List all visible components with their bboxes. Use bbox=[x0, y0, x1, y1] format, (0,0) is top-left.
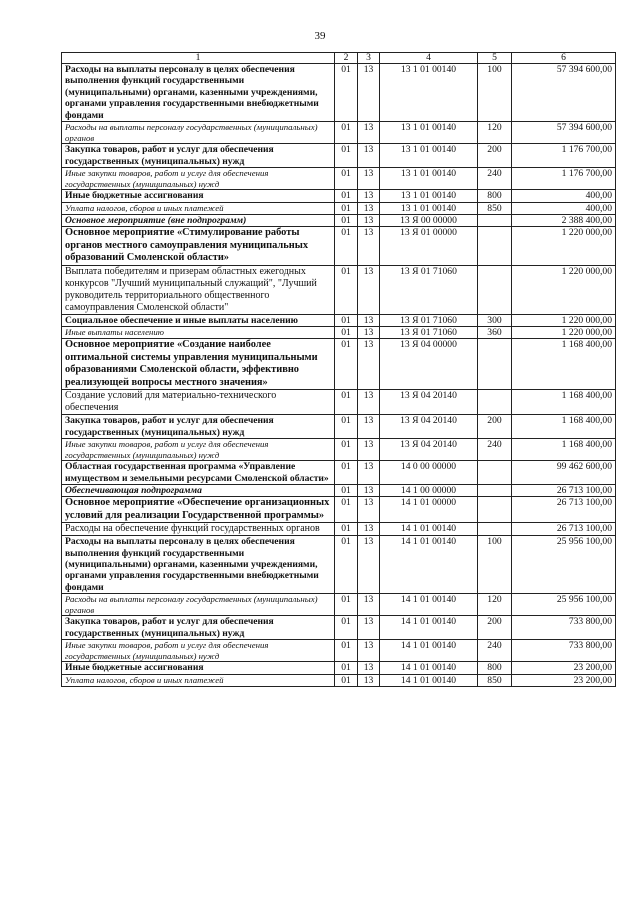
section-cell: 01 bbox=[335, 616, 358, 640]
expense-type-cell: 300 bbox=[478, 314, 512, 326]
table-row bbox=[62, 64, 616, 122]
row-name-cell: Иные закупки товаров, работ и услуг для обеспечения государственных (муниципальных) нужд bbox=[62, 438, 335, 460]
row-name-cell: Иные закупки товаров, работ и услуг для обеспечения государственных (муниципальных) нужд bbox=[62, 168, 335, 190]
subsection-cell: 13 bbox=[358, 215, 380, 227]
amount-cell: 26 713 100,00 bbox=[512, 523, 616, 536]
table-row bbox=[62, 202, 616, 214]
amount-cell: 25 956 100,00 bbox=[512, 594, 616, 616]
subsection-cell: 13 bbox=[358, 674, 380, 686]
target-article-cell: 13 Я 01 71060 bbox=[380, 327, 478, 339]
expense-type-cell: 200 bbox=[478, 616, 512, 640]
row-name-cell: Уплата налогов, сборов и иных платежей bbox=[62, 202, 335, 214]
section-cell: 01 bbox=[335, 144, 358, 168]
subsection-cell: 13 bbox=[358, 390, 380, 415]
target-article-cell: 13 Я 00 00000 bbox=[380, 215, 478, 227]
table-row bbox=[62, 339, 616, 390]
subsection-cell: 13 bbox=[358, 497, 380, 523]
section-cell: 01 bbox=[335, 662, 358, 674]
table-row bbox=[62, 265, 616, 314]
row-name-cell: Расходы на выплаты персоналу в целях обеспечения выполнения функций государственными (муниципальными) органами, казенными учреждениями, органами управления государственными внебюджетными фондами bbox=[62, 64, 335, 122]
header-row bbox=[62, 53, 616, 64]
expense-type-cell: 200 bbox=[478, 144, 512, 168]
row-name-cell: Основное мероприятие «Стимулирование работы органов местного самоуправления муниципальных образований Смоленской области» bbox=[62, 227, 335, 265]
target-article-cell: 13 Я 04 00000 bbox=[380, 339, 478, 390]
target-article-cell: 14 1 01 00140 bbox=[380, 674, 478, 686]
subsection-cell: 13 bbox=[358, 144, 380, 168]
expense-type-cell bbox=[478, 265, 512, 314]
subsection-cell: 13 bbox=[358, 616, 380, 640]
section-cell: 01 bbox=[335, 327, 358, 339]
row-name-cell: Расходы на выплаты персоналу в целях обеспечения выполнения функций государственными (муниципальными) органами, казенными учреждениями, органами управления государственными внебюджетными фондами bbox=[62, 536, 335, 594]
expense-type-cell: 850 bbox=[478, 202, 512, 214]
table-row bbox=[62, 227, 616, 265]
expense-type-cell bbox=[478, 339, 512, 390]
subsection-cell: 13 bbox=[358, 227, 380, 265]
expense-type-cell: 800 bbox=[478, 662, 512, 674]
section-cell: 01 bbox=[335, 497, 358, 523]
expense-type-cell: 240 bbox=[478, 438, 512, 460]
row-name-cell: Иные бюджетные ассигнования bbox=[62, 662, 335, 674]
subsection-cell: 13 bbox=[358, 168, 380, 190]
target-article-cell: 13 1 01 00140 bbox=[380, 64, 478, 122]
table-row bbox=[62, 461, 616, 485]
table-row bbox=[62, 536, 616, 594]
subsection-cell: 13 bbox=[358, 415, 380, 439]
amount-cell: 57 394 600,00 bbox=[512, 122, 616, 144]
subsection-cell: 13 bbox=[358, 662, 380, 674]
header-cell: 2 bbox=[335, 53, 358, 64]
table-row bbox=[62, 594, 616, 616]
page-number: 39 bbox=[314, 30, 326, 42]
target-article-cell: 13 1 01 00140 bbox=[380, 168, 478, 190]
amount-cell: 26 713 100,00 bbox=[512, 484, 616, 496]
expense-type-cell: 850 bbox=[478, 674, 512, 686]
subsection-cell: 13 bbox=[358, 190, 380, 202]
subsection-cell: 13 bbox=[358, 438, 380, 460]
row-name-cell: Основное мероприятие «Создание наиболее оптимальной системы управления муниципальными образованиями Смоленской области, эффективно реализующей вопросы местного значения» bbox=[62, 339, 335, 390]
section-cell: 01 bbox=[335, 314, 358, 326]
table-row bbox=[62, 497, 616, 523]
target-article-cell: 14 1 01 00140 bbox=[380, 640, 478, 662]
amount-cell: 733 800,00 bbox=[512, 640, 616, 662]
target-article-cell: 14 1 01 00140 bbox=[380, 594, 478, 616]
amount-cell: 1 168 400,00 bbox=[512, 415, 616, 439]
expense-type-cell: 200 bbox=[478, 415, 512, 439]
expense-type-cell: 100 bbox=[478, 64, 512, 122]
target-article-cell: 13 Я 04 20140 bbox=[380, 438, 478, 460]
table-row bbox=[62, 168, 616, 190]
row-name-cell: Иные закупки товаров, работ и услуг для обеспечения государственных (муниципальных) нужд bbox=[62, 640, 335, 662]
expense-type-cell: 100 bbox=[478, 536, 512, 594]
target-article-cell: 14 1 01 00140 bbox=[380, 536, 478, 594]
table-row bbox=[62, 390, 616, 415]
amount-cell: 23 200,00 bbox=[512, 674, 616, 686]
row-name-cell: Создание условий для материально-технического обеспечения bbox=[62, 390, 335, 415]
section-cell: 01 bbox=[335, 265, 358, 314]
row-name-cell: Иные выплаты населению bbox=[62, 327, 335, 339]
table-row bbox=[62, 144, 616, 168]
expense-type-cell: 120 bbox=[478, 122, 512, 144]
row-name-cell: Расходы на обеспечение функций государственных органов bbox=[62, 523, 335, 536]
section-cell: 01 bbox=[335, 215, 358, 227]
table-row bbox=[62, 314, 616, 326]
amount-cell: 57 394 600,00 bbox=[512, 64, 616, 122]
table-row bbox=[62, 662, 616, 674]
amount-cell: 1 168 400,00 bbox=[512, 390, 616, 415]
expense-type-cell bbox=[478, 484, 512, 496]
amount-cell: 1 176 700,00 bbox=[512, 144, 616, 168]
target-article-cell: 13 Я 01 00000 bbox=[380, 227, 478, 265]
target-article-cell: 14 1 01 00000 bbox=[380, 497, 478, 523]
section-cell: 01 bbox=[335, 339, 358, 390]
amount-cell: 2 388 400,00 bbox=[512, 215, 616, 227]
table-row bbox=[62, 438, 616, 460]
amount-cell: 1 168 400,00 bbox=[512, 438, 616, 460]
subsection-cell: 13 bbox=[358, 484, 380, 496]
section-cell: 01 bbox=[335, 64, 358, 122]
expense-type-cell: 240 bbox=[478, 168, 512, 190]
row-name-cell: Уплата налогов, сборов и иных платежей bbox=[62, 674, 335, 686]
target-article-cell: 13 Я 01 71060 bbox=[380, 265, 478, 314]
amount-cell: 1 168 400,00 bbox=[512, 339, 616, 390]
section-cell: 01 bbox=[335, 461, 358, 485]
expense-type-cell: 120 bbox=[478, 594, 512, 616]
header-cell: 5 bbox=[478, 53, 512, 64]
row-name-cell: Социальное обеспечение и иные выплаты населению bbox=[62, 314, 335, 326]
target-article-cell: 14 1 01 00140 bbox=[380, 616, 478, 640]
row-name-cell: Выплата победителям и призерам областных ежегодных конкурсов "Лучший муниципальный служащий", "Лучший руководитель территориального общественного самоуправления Смоленской области" bbox=[62, 265, 335, 314]
row-name-cell: Закупка товаров, работ и услуг для обеспечения государственных (муниципальных) нужд bbox=[62, 415, 335, 439]
row-name-cell: Иные бюджетные ассигнования bbox=[62, 190, 335, 202]
section-cell: 01 bbox=[335, 227, 358, 265]
table-row bbox=[62, 327, 616, 339]
target-article-cell: 13 1 01 00140 bbox=[380, 190, 478, 202]
section-cell: 01 bbox=[335, 390, 358, 415]
amount-cell: 1 220 000,00 bbox=[512, 227, 616, 265]
amount-cell: 25 956 100,00 bbox=[512, 536, 616, 594]
target-article-cell: 14 0 00 00000 bbox=[380, 461, 478, 485]
row-name-cell: Областная государственная программа «Управление имуществом и земельными ресурсами Смоленской области» bbox=[62, 461, 335, 485]
row-name-cell: Расходы на выплаты персоналу государственных (муниципальных) органов bbox=[62, 122, 335, 144]
target-article-cell: 14 1 00 00000 bbox=[380, 484, 478, 496]
target-article-cell: 13 Я 01 71060 bbox=[380, 314, 478, 326]
expense-type-cell: 800 bbox=[478, 190, 512, 202]
section-cell: 01 bbox=[335, 415, 358, 439]
table-row bbox=[62, 674, 616, 686]
amount-cell: 1 220 000,00 bbox=[512, 314, 616, 326]
amount-cell: 400,00 bbox=[512, 190, 616, 202]
table-row bbox=[62, 484, 616, 496]
amount-cell: 99 462 600,00 bbox=[512, 461, 616, 485]
subsection-cell: 13 bbox=[358, 314, 380, 326]
table-row bbox=[62, 215, 616, 227]
row-name-cell: Закупка товаров, работ и услуг для обеспечения государственных (муниципальных) нужд bbox=[62, 616, 335, 640]
section-cell: 01 bbox=[335, 640, 358, 662]
section-cell: 01 bbox=[335, 168, 358, 190]
target-article-cell: 13 Я 04 20140 bbox=[380, 390, 478, 415]
subsection-cell: 13 bbox=[358, 523, 380, 536]
section-cell: 01 bbox=[335, 674, 358, 686]
subsection-cell: 13 bbox=[358, 339, 380, 390]
row-name-cell: Расходы на выплаты персоналу государственных (муниципальных) органов bbox=[62, 594, 335, 616]
subsection-cell: 13 bbox=[358, 594, 380, 616]
expense-type-cell bbox=[478, 227, 512, 265]
expense-type-cell bbox=[478, 523, 512, 536]
section-cell: 01 bbox=[335, 523, 358, 536]
section-cell: 01 bbox=[335, 484, 358, 496]
budget-table bbox=[61, 52, 616, 687]
header-cell: 1 bbox=[62, 53, 335, 64]
header-cell: 4 bbox=[380, 53, 478, 64]
section-cell: 01 bbox=[335, 122, 358, 144]
expense-type-cell bbox=[478, 390, 512, 415]
subsection-cell: 13 bbox=[358, 327, 380, 339]
header-cell: 6 bbox=[512, 53, 616, 64]
amount-cell: 1 220 000,00 bbox=[512, 327, 616, 339]
header-cell: 3 bbox=[358, 53, 380, 64]
table-row bbox=[62, 190, 616, 202]
expense-type-cell: 360 bbox=[478, 327, 512, 339]
target-article-cell: 14 1 01 00140 bbox=[380, 523, 478, 536]
subsection-cell: 13 bbox=[358, 64, 380, 122]
row-name-cell: Основное мероприятие «Обеспечение организационных условий для реализации Государственной программы» bbox=[62, 497, 335, 523]
amount-cell: 23 200,00 bbox=[512, 662, 616, 674]
table-row bbox=[62, 523, 616, 536]
section-cell: 01 bbox=[335, 594, 358, 616]
expense-type-cell: 240 bbox=[478, 640, 512, 662]
subsection-cell: 13 bbox=[358, 640, 380, 662]
expense-type-cell bbox=[478, 215, 512, 227]
amount-cell: 1 176 700,00 bbox=[512, 168, 616, 190]
row-name-cell: Закупка товаров, работ и услуг для обеспечения государственных (муниципальных) нужд bbox=[62, 144, 335, 168]
target-article-cell: 13 1 01 00140 bbox=[380, 122, 478, 144]
target-article-cell: 14 1 01 00140 bbox=[380, 662, 478, 674]
row-name-cell: Основное мероприятие (вне подпрограмм) bbox=[62, 215, 335, 227]
subsection-cell: 13 bbox=[358, 265, 380, 314]
amount-cell: 1 220 000,00 bbox=[512, 265, 616, 314]
amount-cell: 733 800,00 bbox=[512, 616, 616, 640]
target-article-cell: 13 1 01 00140 bbox=[380, 144, 478, 168]
target-article-cell: 13 Я 04 20140 bbox=[380, 415, 478, 439]
expense-type-cell bbox=[478, 497, 512, 523]
subsection-cell: 13 bbox=[358, 202, 380, 214]
subsection-cell: 13 bbox=[358, 122, 380, 144]
section-cell: 01 bbox=[335, 536, 358, 594]
amount-cell: 26 713 100,00 bbox=[512, 497, 616, 523]
target-article-cell: 13 1 01 00140 bbox=[380, 202, 478, 214]
table-row bbox=[62, 616, 616, 640]
row-name-cell: Обеспечивающая подпрограмма bbox=[62, 484, 335, 496]
expense-type-cell bbox=[478, 461, 512, 485]
table-row bbox=[62, 415, 616, 439]
section-cell: 01 bbox=[335, 438, 358, 460]
table-row bbox=[62, 122, 616, 144]
subsection-cell: 13 bbox=[358, 461, 380, 485]
table-row bbox=[62, 640, 616, 662]
section-cell: 01 bbox=[335, 202, 358, 214]
subsection-cell: 13 bbox=[358, 536, 380, 594]
amount-cell: 400,00 bbox=[512, 202, 616, 214]
section-cell: 01 bbox=[335, 190, 358, 202]
